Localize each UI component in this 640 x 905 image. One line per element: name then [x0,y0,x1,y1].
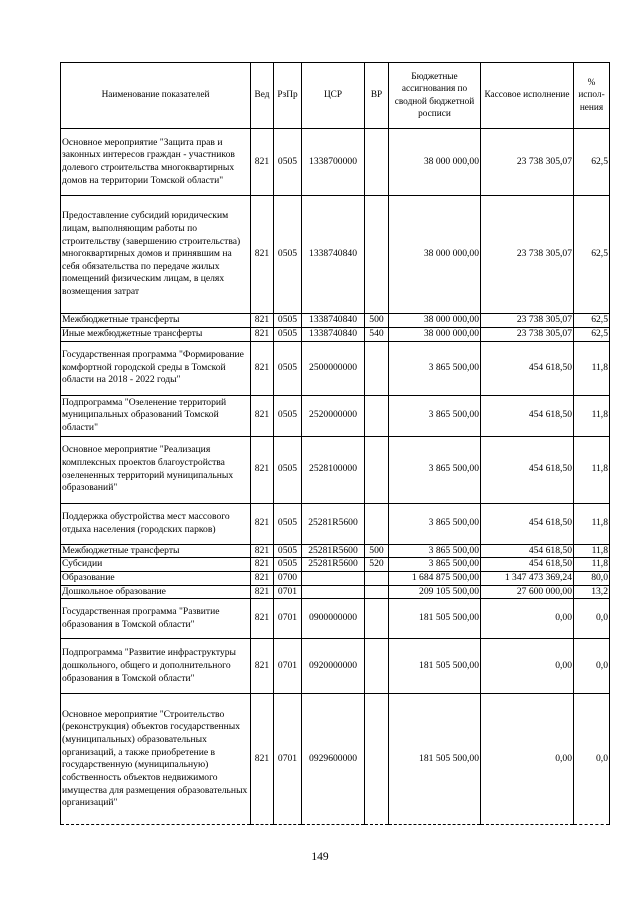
row-expense-type-code [365,503,389,544]
header-execution-percent: % испол-нения [574,63,610,129]
row-cash-execution: 23 738 305,07 [481,314,574,328]
row-execution-percent: 62,5 [574,328,610,342]
row-expense-type-code [365,694,389,825]
row-indicator-name: Образование [61,571,251,585]
row-budget-allocation: 3 865 500,00 [389,503,481,544]
row-expense-type-code [365,585,389,599]
row-execution-percent: 0,0 [574,639,610,694]
row-section-code: 0700 [274,571,302,585]
row-section-code: 0505 [274,341,302,395]
table-row [61,314,610,328]
row-department-code: 821 [251,571,274,585]
row-expense-type-code [365,395,389,436]
row-cash-execution: 1 347 473 369,24 [481,571,574,585]
row-department-code: 821 [251,503,274,544]
row-budget-allocation: 38 000 000,00 [389,314,481,328]
row-target-article-code: 0920000000 [302,639,365,694]
row-section-code: 0505 [274,328,302,342]
row-department-code: 821 [251,395,274,436]
row-section-code: 0505 [274,558,302,572]
row-section-code: 0701 [274,599,302,639]
table-row [61,585,610,599]
header-department: Вед [251,63,274,129]
row-target-article-code: 1338740840 [302,314,365,328]
row-department-code: 821 [251,314,274,328]
row-indicator-name: Дошкольное образование [61,585,251,599]
row-cash-execution: 454 618,50 [481,436,574,503]
row-expense-type-code: 520 [365,558,389,572]
row-indicator-name: Субсидии [61,558,251,572]
row-execution-percent: 11,8 [574,436,610,503]
row-expense-type-code [365,571,389,585]
table-row [61,558,610,572]
table-row [61,639,610,694]
row-budget-allocation: 3 865 500,00 [389,341,481,395]
row-budget-allocation: 209 105 500,00 [389,585,481,599]
row-expense-type-code: 500 [365,314,389,328]
row-cash-execution: 23 738 305,07 [481,196,574,314]
table-row [61,129,610,196]
row-target-article-code: 2520000000 [302,395,365,436]
header-target-article: ЦСР [302,63,365,129]
row-expense-type-code [365,599,389,639]
row-execution-percent: 80,0 [574,571,610,585]
row-execution-percent: 11,8 [574,503,610,544]
row-cash-execution: 27 600 000,00 [481,585,574,599]
row-budget-allocation: 181 505 500,00 [389,639,481,694]
row-budget-allocation: 3 865 500,00 [389,436,481,503]
row-indicator-name: Межбюджетные трансферты [61,314,251,328]
row-execution-percent: 0,0 [574,694,610,825]
table-row [61,436,610,503]
row-target-article-code: 2500000000 [302,341,365,395]
row-target-article-code: 25281R5600 [302,544,365,558]
row-department-code: 821 [251,129,274,196]
table-header-row [61,63,610,129]
row-execution-percent: 11,8 [574,558,610,572]
row-indicator-name: Подпрограмма "Развитие инфраструктуры дошкольного, общего и дополнительного образования в Томской области" [61,639,251,694]
table-row [61,571,610,585]
row-section-code: 0505 [274,436,302,503]
row-execution-percent: 62,5 [574,314,610,328]
row-target-article-code: 1338740840 [302,196,365,314]
row-department-code: 821 [251,694,274,825]
row-expense-type-code [365,129,389,196]
row-indicator-name: Государственная программа "Формирование комфортной городской среды в Томской области на 2018 - 2022 годы" [61,341,251,395]
budget-execution-table [60,62,610,825]
row-cash-execution: 0,00 [481,599,574,639]
row-section-code: 0505 [274,395,302,436]
row-expense-type-code: 500 [365,544,389,558]
header-budget-allocations: Бюджетные ассигнования по сводной бюджетной росписи [389,63,481,129]
header-cash-execution: Кассовое исполнение [481,63,574,129]
row-execution-percent: 11,8 [574,544,610,558]
row-section-code: 0505 [274,544,302,558]
row-section-code: 0505 [274,314,302,328]
row-target-article-code: 1338740840 [302,328,365,342]
row-budget-allocation: 38 000 000,00 [389,328,481,342]
header-expense-type: ВР [365,63,389,129]
row-cash-execution: 454 618,50 [481,341,574,395]
row-cash-execution: 0,00 [481,639,574,694]
table-row [61,599,610,639]
row-budget-allocation: 38 000 000,00 [389,129,481,196]
row-department-code: 821 [251,544,274,558]
row-section-code: 0505 [274,196,302,314]
row-execution-percent: 0,0 [574,599,610,639]
row-cash-execution: 454 618,50 [481,544,574,558]
row-budget-allocation: 3 865 500,00 [389,395,481,436]
row-execution-percent: 11,8 [574,395,610,436]
row-target-article-code [302,571,365,585]
page-number: 149 [311,851,329,863]
row-indicator-name: Предоставление субсидий юридическим лицам, выполняющим работы по строительству (завершению строительства) многоквартирных домов и принявшим на себя обязательства по передаче жилых помещений физическим лицам, в целях возмещения затрат [61,196,251,314]
row-execution-percent: 11,8 [574,341,610,395]
row-cash-execution: 23 738 305,07 [481,129,574,196]
row-execution-percent: 62,5 [574,129,610,196]
row-expense-type-code [365,196,389,314]
row-cash-execution: 23 738 305,07 [481,328,574,342]
row-indicator-name: Основное мероприятие "Защита прав и законных интересов граждан - участников долевого строительства многоквартирных домов на территории Томской области" [61,129,251,196]
table-row [61,503,610,544]
row-department-code: 821 [251,639,274,694]
row-expense-type-code [365,341,389,395]
row-section-code: 0701 [274,585,302,599]
row-budget-allocation: 1 684 875 500,00 [389,571,481,585]
row-department-code: 821 [251,599,274,639]
row-section-code: 0505 [274,129,302,196]
row-section-code: 0701 [274,639,302,694]
row-cash-execution: 0,00 [481,694,574,825]
row-department-code: 821 [251,328,274,342]
header-indicator-name: Наименование показателей [61,63,251,129]
row-target-article-code: 25281R5600 [302,503,365,544]
row-department-code: 821 [251,436,274,503]
row-department-code: 821 [251,558,274,572]
row-cash-execution: 454 618,50 [481,395,574,436]
row-target-article-code: 25281R5600 [302,558,365,572]
row-indicator-name: Государственная программа "Развитие образования в Томской области" [61,599,251,639]
row-indicator-name: Межбюджетные трансферты [61,544,251,558]
table-row [61,544,610,558]
row-cash-execution: 454 618,50 [481,503,574,544]
row-indicator-name: Основное мероприятие "Строительство (реконструкция) объектов государственных (муниципальных) образовательных организаций, а также приобретение в государственную (муниципальную) собственность объектов недвижимого имущества для размещения образовательных организаций" [61,694,251,825]
row-budget-allocation: 181 505 500,00 [389,694,481,825]
table-body [61,129,610,825]
table-row [61,341,610,395]
row-department-code: 821 [251,341,274,395]
row-budget-allocation: 181 505 500,00 [389,599,481,639]
table-row [61,395,610,436]
header-section: РзПр [274,63,302,129]
table-row [61,196,610,314]
row-execution-percent: 62,5 [574,196,610,314]
row-target-article-code [302,585,365,599]
row-section-code: 0505 [274,503,302,544]
row-indicator-name: Поддержка обустройства мест массового отдыха населения (городских парков) [61,503,251,544]
row-target-article-code: 0900000000 [302,599,365,639]
row-budget-allocation: 38 000 000,00 [389,196,481,314]
row-budget-allocation: 3 865 500,00 [389,544,481,558]
row-indicator-name: Подпрограмма "Озеленение территорий муниципальных образований Томской области" [61,395,251,436]
row-department-code: 821 [251,585,274,599]
row-expense-type-code [365,436,389,503]
row-budget-allocation: 3 865 500,00 [389,558,481,572]
row-expense-type-code [365,639,389,694]
row-department-code: 821 [251,196,274,314]
row-indicator-name: Основное мероприятие "Реализация комплексных проектов благоустройства озелененных территорий муниципальных образований" [61,436,251,503]
row-target-article-code: 2528100000 [302,436,365,503]
row-target-article-code: 1338700000 [302,129,365,196]
row-section-code: 0701 [274,694,302,825]
table-row [61,328,610,342]
row-execution-percent: 13,2 [574,585,610,599]
row-cash-execution: 454 618,50 [481,558,574,572]
row-target-article-code: 0929600000 [302,694,365,825]
table-row [61,694,610,825]
row-expense-type-code: 540 [365,328,389,342]
row-indicator-name: Иные межбюджетные трансферты [61,328,251,342]
